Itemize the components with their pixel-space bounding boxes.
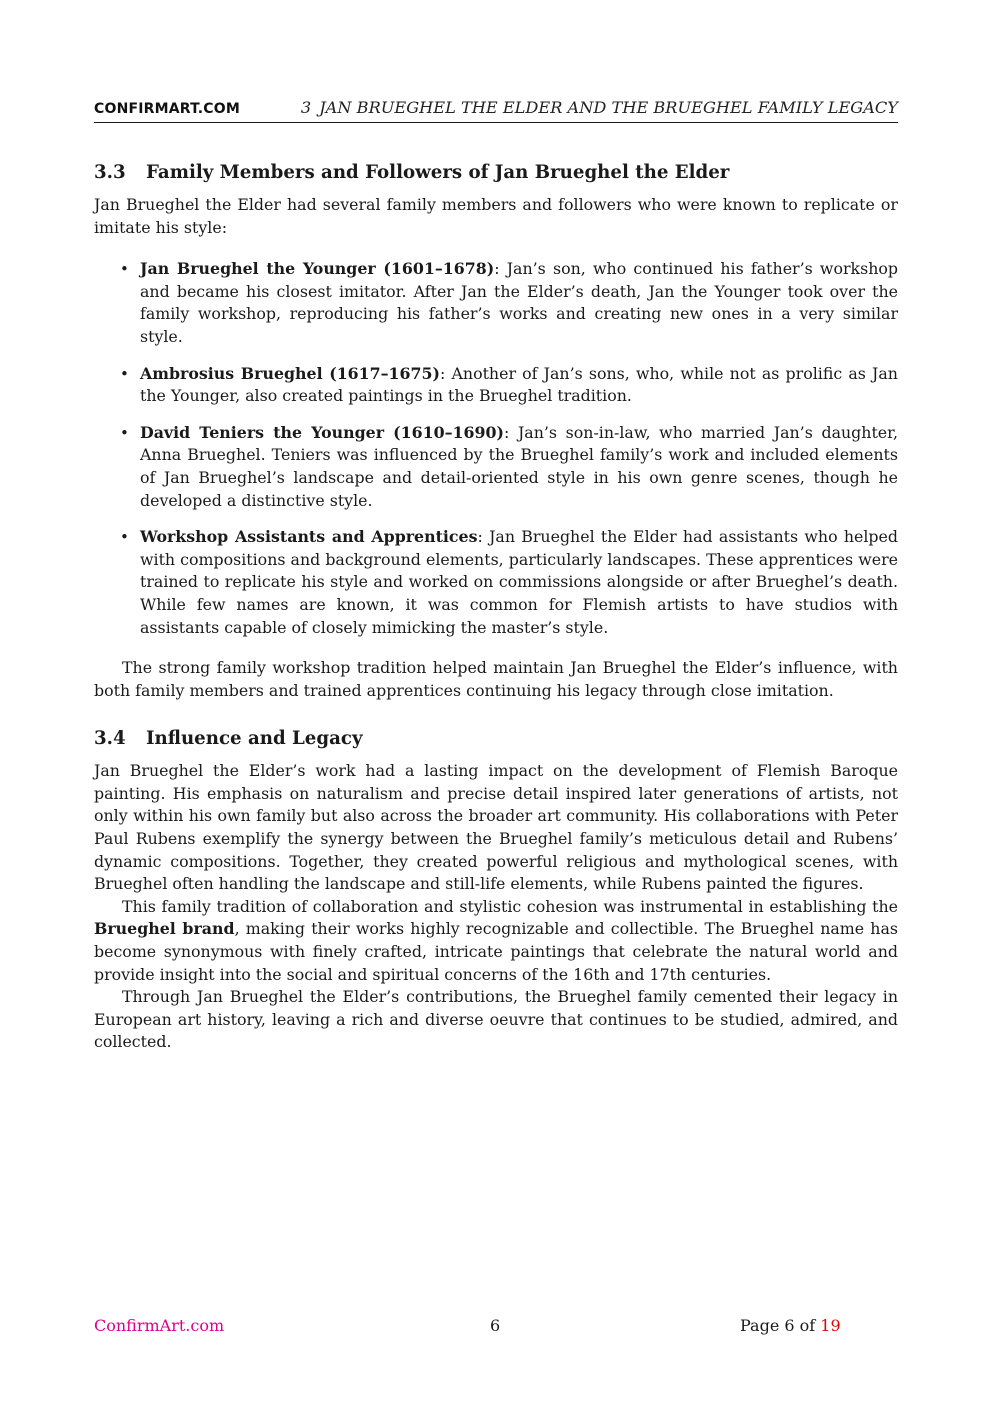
- section-title: Influence and Legacy: [146, 728, 363, 750]
- item-name: David Teniers the Younger (1610–1690): [140, 422, 504, 442]
- site-logo: CONFIRMART.COM: [94, 101, 241, 117]
- list-item: [140, 363, 898, 408]
- legacy-paragraph-2: [94, 896, 898, 986]
- item-text: : Jan’s son, who continued his father’s workshop and became his closest imitator. After Jan the Elder’s death, Jan the Younger took over the family workshop, reproducing his father’s works and creating new ones in a very similar style.: [140, 259, 898, 346]
- running-section-name: JAN BRUEGHEL THE ELDER AND THE BRUEGHEL FAMILY LEGACY: [319, 98, 898, 117]
- item-text: : Another of Jan’s sons, who, while not as prolific as Jan the Younger, also created paintings in the Brueghel tradition.: [140, 363, 898, 406]
- section-heading-3-4: [94, 726, 898, 752]
- section-number: 3.3: [94, 162, 126, 183]
- main-content: [94, 160, 898, 1054]
- family-members-list: [94, 258, 898, 639]
- list-item: [140, 526, 898, 639]
- intro-paragraph: Jan Brueghel the Elder had several family members and followers who were known to replicate or imitate his style:: [94, 195, 898, 237]
- closing-paragraph: The strong family workshop tradition helped maintain Jan Brueghel the Elder’s influence, with both family members and trained apprentices continuing his legacy through close imitation.: [94, 658, 898, 700]
- section-title: Family Members and Followers of Jan Brueghel the Elder: [146, 162, 730, 183]
- page-footer: [94, 1316, 898, 1340]
- total-pages-link[interactable]: 19: [820, 1316, 841, 1335]
- brueghel-brand-emphasis: Brueghel brand: [94, 919, 235, 939]
- paragraph-text: , making their works highly recognizable and collectible. The Brueghel name has become synonymous with finely crafted, intricate paintings that celebrate the natural world and provide insight into the social and spiritual concerns of the 16th and 17th centuries.: [94, 919, 898, 984]
- list-item: [140, 422, 898, 512]
- footer-page-number: 6: [490, 1316, 501, 1335]
- item-name: Jan Brueghel the Younger (1601–1678): [140, 259, 495, 279]
- item-name: Ambrosius Brueghel (1617–1675): [140, 363, 440, 383]
- running-section-title: [301, 98, 898, 117]
- item-text: : Jan’s son-in-law, who married Jan’s daughter, Anna Brueghel. Teniers was influenced by the Brueghel family’s work and included elements of Jan Brueghel’s landscape and detail-oriented style in his own genre scenes, though he developed a distinctive style.: [140, 422, 898, 510]
- item-name: Workshop Assistants and Apprentices: [140, 527, 478, 547]
- list-item: [140, 258, 898, 348]
- running-header: [94, 96, 898, 123]
- section-number: 3.4: [94, 728, 126, 750]
- section-heading-3-3: [94, 160, 898, 186]
- running-section-number: 3: [300, 98, 312, 117]
- legacy-paragraph-3: Through Jan Brueghel the Elder’s contributions, the Brueghel family cemented their legacy in European art history, leaving a rich and diverse oeuvre that continues to be studied, admired, and collected.: [94, 987, 898, 1052]
- legacy-paragraph-1: Jan Brueghel the Elder’s work had a lasting impact on the development of Flemish Baroque painting. His emphasis on naturalism and precise detail inspired later generations of artists, not only within his own family but also across the broader art community. His collaborations with Peter Paul Rubens exemplify the synergy between the Brueghel family’s meticulous detail and Rubens’ dynamic compositions. Together, they created powerful religious and mythological scenes, with Brueghel often handling the landscape and still-life elements, while Rubens painted the figures.: [94, 761, 898, 894]
- footer-site-link[interactable]: ConfirmArt.com: [94, 1316, 225, 1335]
- footer-page-count: [740, 1316, 841, 1335]
- item-text: : Jan Brueghel the Elder had assistants who helped with compositions and background elements, particularly landscapes. These apprentices were trained to replicate his style and worked on commissions alongside or after Brueghel’s death. While few names are known, it was common for Flemish artists to have studios with assistants capable of closely mimicking the master’s style.: [140, 527, 898, 637]
- page-count-label: Page 6 of: [740, 1316, 821, 1335]
- paragraph-text: This family tradition of collaboration and stylistic cohesion was instrumental in establishing the: [122, 896, 898, 916]
